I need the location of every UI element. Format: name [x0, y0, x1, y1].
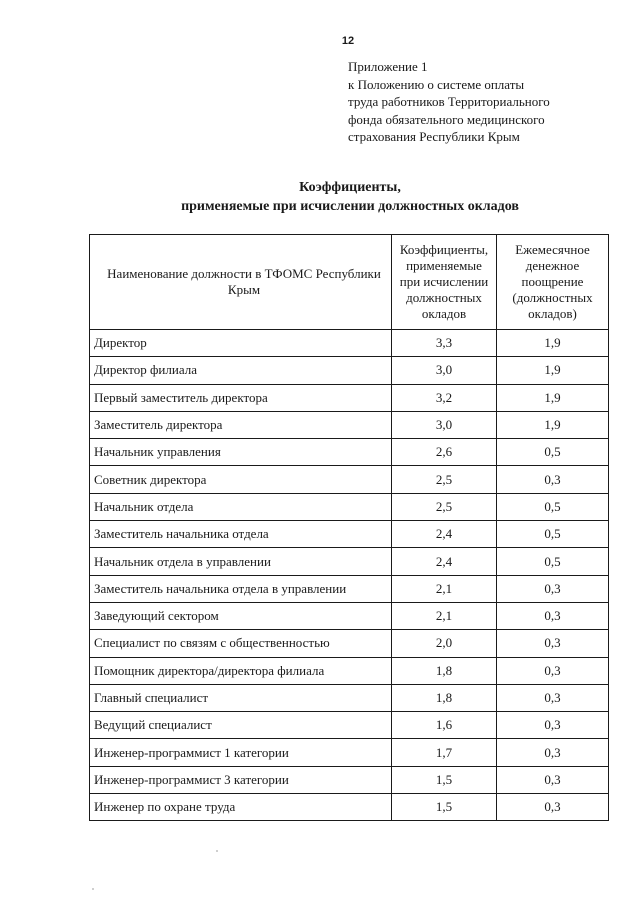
- header-coefficient: Коэффициенты, применяемые при исчислении должностных окладов: [392, 235, 497, 330]
- bonus-cell: 0,3: [497, 466, 609, 493]
- position-cell: Специалист по связям с общественностью: [90, 630, 392, 657]
- position-cell: Советник директора: [90, 466, 392, 493]
- bonus-cell: 0,3: [497, 794, 609, 821]
- coefficient-cell: 2,6: [392, 439, 497, 466]
- table-header-row: [90, 235, 609, 330]
- table-row: [90, 548, 609, 575]
- appendix-line: фонда обязательного медицинского: [348, 111, 545, 127]
- bonus-cell: 1,9: [497, 330, 609, 357]
- coefficient-cell: 2,1: [392, 575, 497, 602]
- position-cell: Начальник управления: [90, 439, 392, 466]
- coefficients-table: [89, 234, 609, 821]
- bonus-cell: 1,9: [497, 357, 609, 384]
- bonus-cell: 0,3: [497, 712, 609, 739]
- bonus-cell: 0,5: [497, 493, 609, 520]
- table-row: [90, 602, 609, 629]
- position-cell: Инженер-программист 1 категории: [90, 739, 392, 766]
- coefficient-cell: 1,5: [392, 794, 497, 821]
- position-cell: Инженер по охране труда: [90, 794, 392, 821]
- coefficient-cell: 1,7: [392, 739, 497, 766]
- position-cell: Заместитель начальника отдела в управлении: [90, 575, 392, 602]
- table-row: [90, 439, 609, 466]
- coefficient-cell: 2,4: [392, 548, 497, 575]
- position-cell: Первый заместитель директора: [90, 384, 392, 411]
- position-cell: Заместитель начальника отдела: [90, 521, 392, 548]
- table-row: [90, 411, 609, 438]
- bonus-cell: 0,5: [497, 548, 609, 575]
- coefficient-cell: 3,0: [392, 411, 497, 438]
- coefficient-cell: 2,4: [392, 521, 497, 548]
- bonus-cell: 0,5: [497, 439, 609, 466]
- coefficient-cell: 2,1: [392, 602, 497, 629]
- coefficient-cell: 1,6: [392, 712, 497, 739]
- table-row: [90, 657, 609, 684]
- position-cell: Начальник отдела в управлении: [90, 548, 392, 575]
- coefficient-cell: 1,5: [392, 766, 497, 793]
- coefficient-cell: 1,8: [392, 657, 497, 684]
- appendix-line: страхования Республики Крым: [348, 129, 520, 144]
- coefficient-cell: 1,8: [392, 684, 497, 711]
- scan-speck: [216, 850, 218, 852]
- header-position: Наименование должности в ТФОМС Республики Крым: [90, 235, 392, 330]
- position-cell: Заведующий сектором: [90, 602, 392, 629]
- position-cell: Начальник отдела: [90, 493, 392, 520]
- coefficient-cell: 2,5: [392, 466, 497, 493]
- position-cell: Инженер-программист 3 категории: [90, 766, 392, 793]
- table-row: [90, 712, 609, 739]
- table-row: [90, 357, 609, 384]
- bonus-cell: 0,5: [497, 521, 609, 548]
- position-cell: Директор филиала: [90, 357, 392, 384]
- appendix-note: [348, 58, 628, 146]
- bonus-cell: 1,9: [497, 411, 609, 438]
- table-row: [90, 466, 609, 493]
- position-cell: Заместитель директора: [90, 411, 392, 438]
- bonus-cell: 0,3: [497, 739, 609, 766]
- appendix-line: к Положению о системе оплаты: [348, 76, 525, 92]
- bonus-cell: 1,9: [497, 384, 609, 411]
- table-row: [90, 330, 609, 357]
- bonus-cell: 0,3: [497, 575, 609, 602]
- table-body: [90, 330, 609, 821]
- table-row: [90, 521, 609, 548]
- scan-speck: [92, 888, 94, 890]
- table-row: [90, 384, 609, 411]
- page-number: 12: [341, 35, 355, 47]
- bonus-cell: 0,3: [497, 684, 609, 711]
- coefficient-cell: 2,5: [392, 493, 497, 520]
- table-row: [90, 794, 609, 821]
- title-line-2: применяемые при исчислении должностных окладов: [181, 199, 519, 214]
- title-line-1: Коэффициенты,: [299, 180, 401, 195]
- coefficient-cell: 3,0: [392, 357, 497, 384]
- bonus-cell: 0,3: [497, 766, 609, 793]
- table-row: [90, 575, 609, 602]
- appendix-line: Приложение 1: [348, 59, 428, 74]
- bonus-cell: 0,3: [497, 630, 609, 657]
- bonus-cell: 0,3: [497, 657, 609, 684]
- bonus-cell: 0,3: [497, 602, 609, 629]
- table-row: [90, 766, 609, 793]
- table-row: [90, 739, 609, 766]
- table-row: [90, 493, 609, 520]
- table-row: [90, 684, 609, 711]
- coefficient-cell: 2,0: [392, 630, 497, 657]
- coefficient-cell: 3,3: [392, 330, 497, 357]
- position-cell: Помощник директора/директора филиала: [90, 657, 392, 684]
- position-cell: Главный специалист: [90, 684, 392, 711]
- header-bonus: Ежемесячное денежное поощрение (должностных окладов): [497, 235, 609, 330]
- document-title: [90, 178, 610, 216]
- table-row: [90, 630, 609, 657]
- position-cell: Ведущий специалист: [90, 712, 392, 739]
- position-cell: Директор: [90, 330, 392, 357]
- appendix-line: труда работников Территориального: [348, 94, 550, 109]
- coefficient-cell: 3,2: [392, 384, 497, 411]
